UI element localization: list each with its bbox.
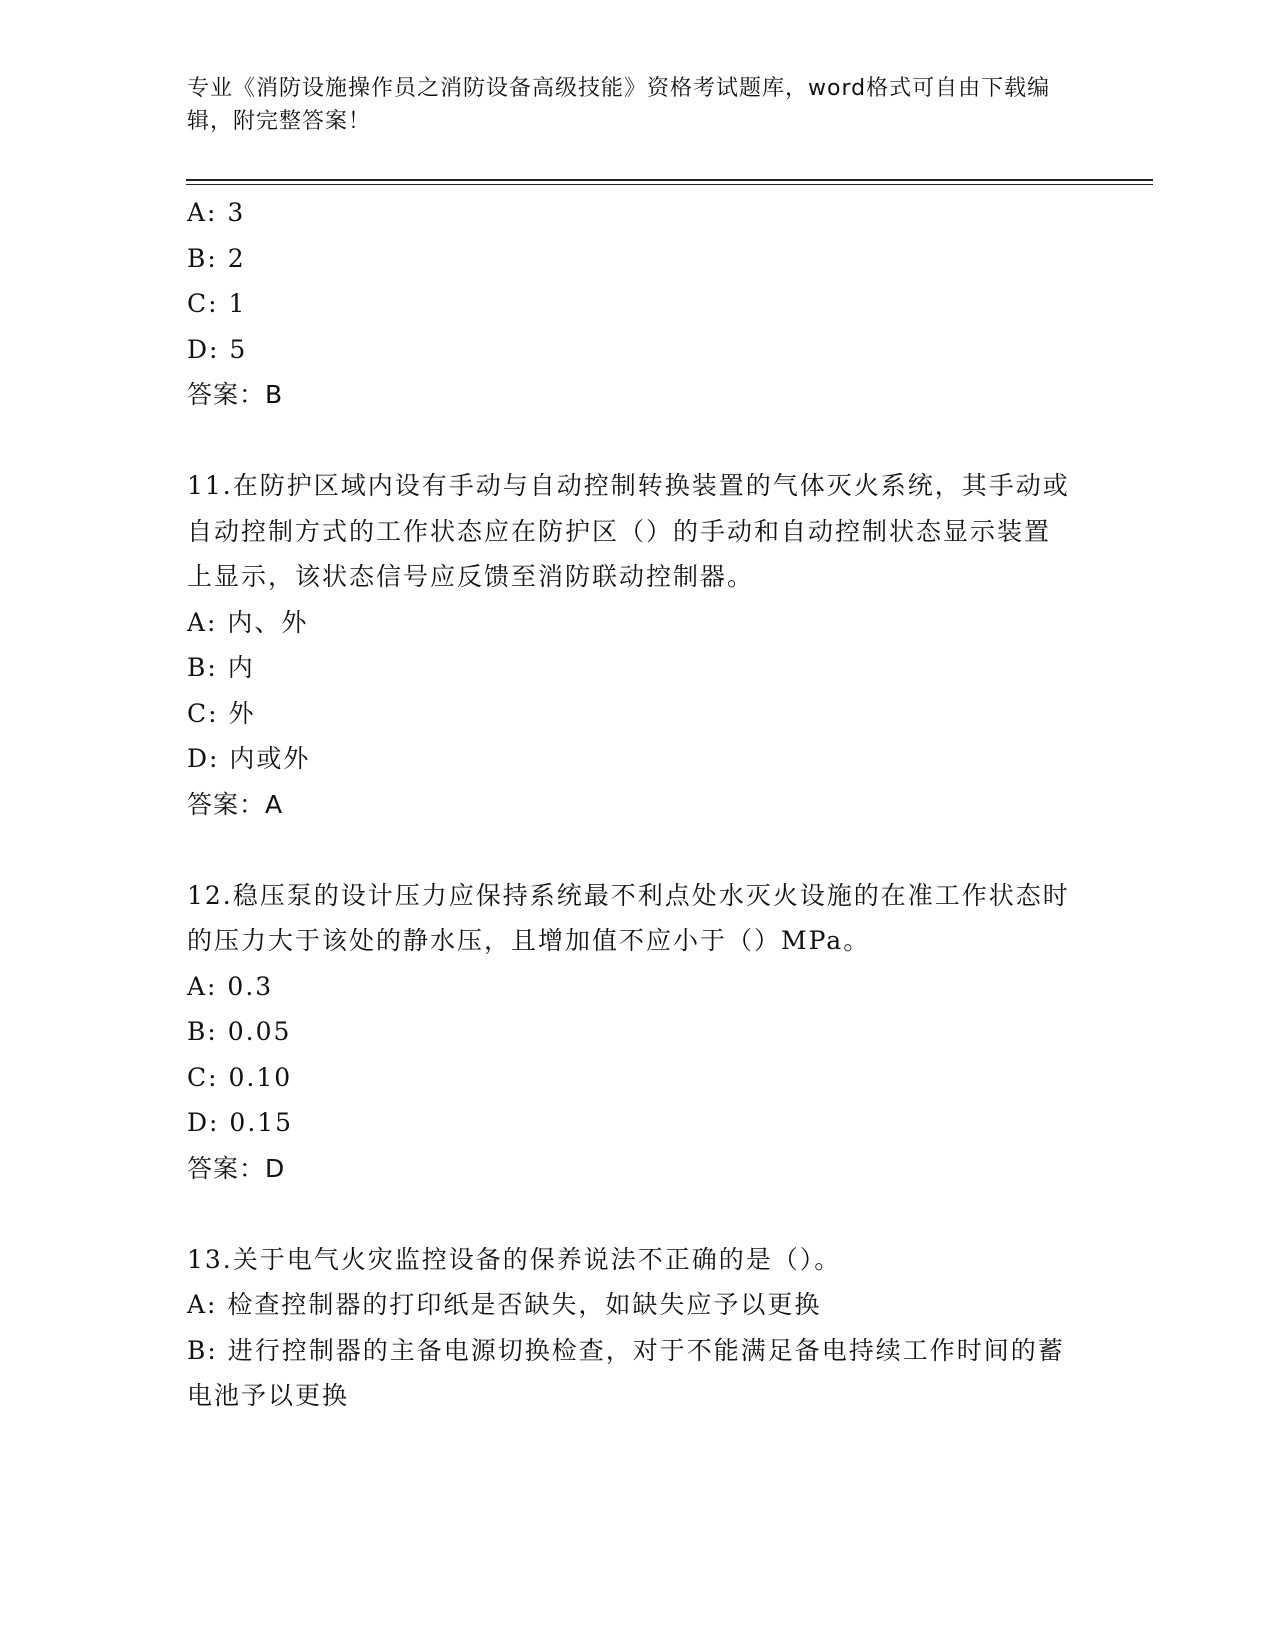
option-b: B: 内 bbox=[187, 653, 255, 682]
question-stem: 13.关于电气火灾监控设备的保养说法不正确的是（）。 bbox=[187, 1244, 842, 1274]
question-10 bbox=[187, 190, 1087, 418]
option-b: B: 0.05 bbox=[187, 1017, 292, 1046]
option-c: C: 外 bbox=[187, 698, 256, 728]
spacer bbox=[187, 418, 1087, 464]
option-d: D: 0.15 bbox=[187, 1108, 294, 1137]
page-header: 专业《消防设施操作员之消防设备高级技能》资格考试题库，word格式可自由下载编辑，附完整答案！ bbox=[187, 76, 1051, 134]
option-d: D: 内或外 bbox=[187, 744, 311, 773]
option-a: A: 3 bbox=[187, 198, 246, 227]
option-b: B: 2 bbox=[187, 243, 246, 273]
question-12 bbox=[187, 873, 1087, 1192]
answer-line: 答案：D bbox=[187, 1153, 286, 1183]
spacer bbox=[187, 827, 1087, 873]
option-a: A: 检查控制器的打印纸是否缺失，如缺失应予以更换 bbox=[187, 1290, 822, 1319]
answer-line: 答案：B bbox=[187, 380, 284, 409]
header-divider bbox=[186, 179, 1153, 181]
option-c: C: 1 bbox=[187, 289, 247, 318]
question-11 bbox=[187, 463, 1087, 827]
header-divider-thin bbox=[186, 184, 1153, 185]
question-stem: 11.在防护区域内设有手动与自动控制转换装置的气体灭火系统，其手动或自动控制方式的工作状态应在防护区（）的手动和自动控制状态显示装置上显示，该状态信号应反馈至消防联动控制器。 bbox=[187, 471, 1070, 591]
spacer bbox=[187, 1191, 1087, 1237]
option-b: B: 进行控制器的主备电源切换检查，对于不能满足备电持续工作时间的蓄电池予以更换 bbox=[187, 1335, 1065, 1410]
option-a: A: 内、外 bbox=[187, 607, 309, 637]
question-list bbox=[187, 190, 1087, 1419]
option-a: A: 0.3 bbox=[187, 971, 274, 1001]
question-13 bbox=[187, 1237, 1087, 1419]
answer-line: 答案：A bbox=[187, 789, 284, 819]
question-stem: 12.稳压泵的设计压力应保持系统最不利点处水灭火设施的在准工作状态时的压力大于该处的静水压，且增加值不应小于（）MPa。 bbox=[187, 880, 1070, 955]
option-d: D: 5 bbox=[187, 334, 248, 364]
option-c: C: 0.10 bbox=[187, 1062, 293, 1092]
